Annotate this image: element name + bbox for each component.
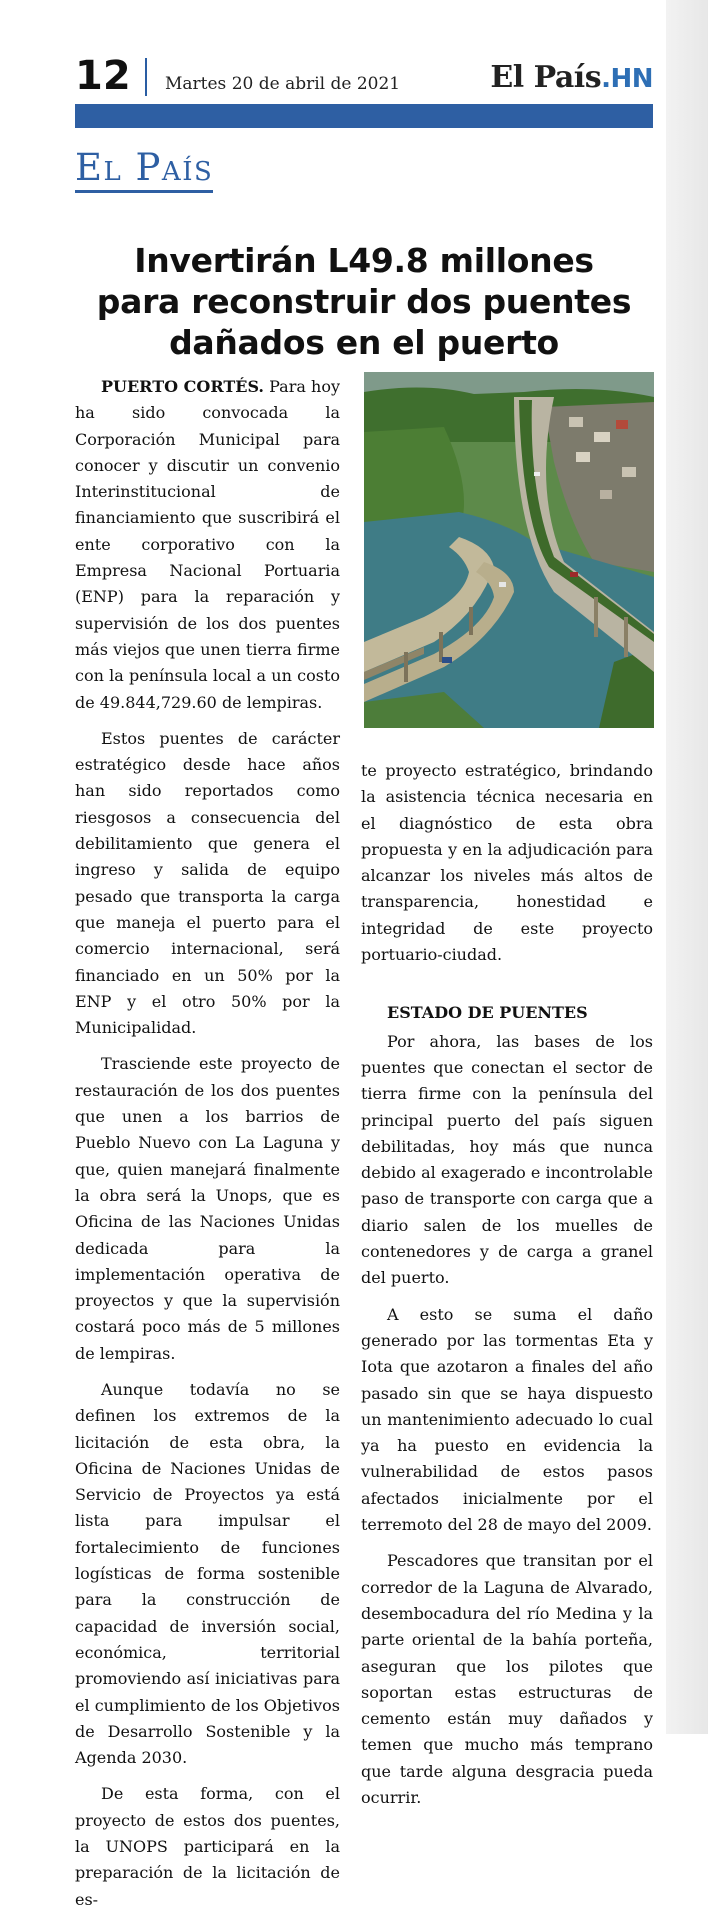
paragraph: Trasciende este proyecto de restauración de los dos puentes que unen a los barrios de Pueblo Nuevo con La Laguna y que, quien manejará finalmente la obra será la Unops, que es Oficina de las Naciones Unidas dedicada para la implementación operativa de proyectos y que la supervisión costará poco más de 5 millones de lempiras. [75,1054,340,1363]
paragraph: De esta forma, con el proyecto de estos dos puentes, la UNOPS participará en la preparación de la licitación de es- [75,1784,340,1909]
issue-date: Martes 20 de abril de 2021 [165,74,401,94]
subheading: ESTADO DE PUENTES [387,1003,588,1023]
header-divider [145,58,147,96]
bridge-photo [364,372,654,728]
header-bar [75,104,653,128]
paragraph: te proyecto estratégico, brindando la asistencia técnica necesaria en el diagnóstico de esta obra propuesta y en la adjudicación para alcanzar los niveles más altos de transparencia, honestidad e integridad de este proyecto portuario-ciudad. [361,761,653,965]
dateline: PUERTO CORTÉS. [101,377,264,396]
paragraph: Estos puentes de carácter estratégico desde hace años han sido reportados como riesgosos a consecuencia del debilitamiento que genera el ingreso y salida de equipo pesado que transporta la carga que maneja el puerto para el comercio internacional, será financiado en un 50% por la ENP y el otro 50% por la Municipalidad. [75,728,340,1038]
logo-main: El País [490,60,602,95]
article-column-2 [361,758,653,1811]
page-edge-shadow [666,0,708,1734]
title-line: para reconstruir dos puentes [96,282,632,321]
title-line: dañados en el puerto [169,323,559,362]
page-header [75,52,653,104]
title-line: Invertirán L49.8 millones [134,241,594,280]
paragraph: Aunque todavía no se definen los extremos de la licitación de esta obra, la Oficina de Naciones Unidas de Servicio de Proyectos ya está lista para impulsar el fortalecimiento de funciones logísticas de forma sostenible para la construcción de capacidad de inversión social, económica, territorial promoviendo así iniciativas para el cumplimiento de los Objetivos de Desarrollo Sostenible y la Agenda 2030. [75,1379,340,1768]
section-label: El País [75,148,213,193]
article-title [75,240,653,363]
newspaper-logo [490,60,653,95]
paragraph [75,374,340,716]
page-number: 12 [75,53,131,99]
paragraph: Pescadores que transitan por el corredor de la Laguna de Alvarado, desembocadura del río Medina y la parte oriental de la bahía porteña, aseguran que los pilotes que soportan estas estructuras de cemento están muy dañados y temen que mucho más temprano que tarde alguna desgracia pueda ocurrir. [361,1551,653,1807]
article-column-1 [75,374,340,1913]
logo-tld: .HN [601,64,653,94]
paragraph: Por ahora, las bases de los puentes que conectan el sector de tierra firme con la península del principal puerto del país siguen debilitadas, hoy más que nunca debido al exagerado e incontrolable paso de transporte con carga que a diario salen de los muelles de contenedores y de carga a granel del puerto. [361,1031,653,1288]
paragraph-text: Para hoy ha sido convocada la Corporación Municipal para conocer y discutir un convenio Interinstitucional de financiamiento que suscribirá el ente corporativo con la Empresa Nacional Portuaria (ENP) para la reparación y supervisión de los dos puentes más viejos que unen tierra firme con la península local a un costo de 49.844,729.60 de lempiras. [75,377,341,712]
paragraph: A esto se suma el daño generado por las tormentas Eta y Iota que azotaron a finales del año pasado sin que se haya dispuesto un mantenimiento adecuado lo cual ya ha puesto en evidencia la vulnerabilidad de estos pasos afectados inicialmente por el terremoto del 28 de mayo del 2009. [361,1304,653,1535]
